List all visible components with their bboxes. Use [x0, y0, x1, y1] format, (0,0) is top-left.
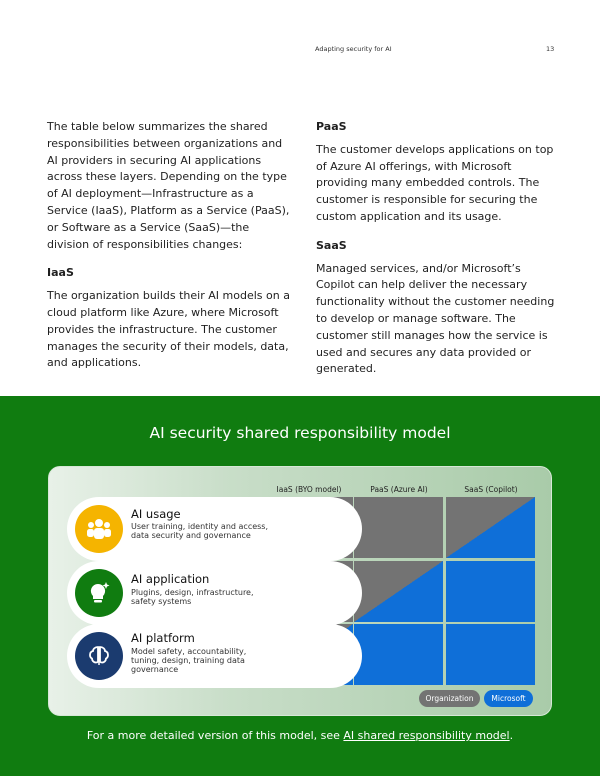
brain-icon: [75, 632, 123, 680]
paas-paragraph: The customer develops applications on top of Azure AI offerings, with Microsoft providing many embedded controls. The customer is responsible for securing the custom application and its usage.: [316, 142, 554, 223]
legend-microsoft: Microsoft: [484, 690, 533, 707]
column-header-saas: SaaS (Copilot): [464, 485, 518, 494]
header-title: Adapting security for AI: [315, 45, 392, 53]
row-title-ai-usage: AI usage: [131, 507, 181, 521]
iaas-heading: IaaS: [47, 266, 74, 280]
row-title-ai-application: AI application: [131, 572, 210, 586]
model-title: AI security shared responsibility model: [149, 424, 451, 442]
lightbulb-sparkle-icon: [75, 569, 123, 617]
cell-platform-saas: [446, 624, 535, 685]
intro-paragraph: The table below summarizes the shared responsibilities between organizations and AI providers in securing AI applications across these layers. Depending on the type of AI deployment—Infrastructure as a Service (IaaS), Platform as a Service (PaaS), or Software as a Service (SaaS)—the division of responsibilities changes:: [47, 120, 290, 251]
footer: [0, 729, 600, 742]
left-column: [47, 119, 292, 372]
page-number: 13: [546, 45, 555, 53]
cell-platform-paas: [354, 624, 443, 685]
row-subtitle-ai-usage: User training, identity and access, data security and governance: [131, 522, 269, 540]
right-column: [316, 119, 556, 378]
saas-paragraph: Managed services, and/or Microsoft’s Copilot can help deliver the necessary functionality without the customer needing to develop or manage software. The customer still manages how the service is used and secures any data provided or generated.: [316, 261, 555, 376]
column-header-paas: PaaS (Azure AI): [370, 485, 428, 494]
column-header-iaas: IaaS (BYO model): [276, 485, 342, 494]
cell-application-saas: [446, 561, 535, 622]
people-icon: [75, 505, 123, 553]
page-header: [0, 45, 600, 59]
iaas-paragraph: The organization builds their AI models on a cloud platform like Azure, where Microsoft provides the infrastructure. The customer manages the security of their models, data, and applications.: [47, 289, 290, 370]
paas-heading: PaaS: [316, 120, 347, 133]
cell-usage-saas: [446, 497, 535, 558]
row-title-ai-platform: AI platform: [131, 631, 195, 645]
cell-application-paas: [354, 561, 443, 622]
footer-text: For a more detailed version of this model, see: [86, 729, 344, 742]
row-subtitle-ai-application: Plugins, design, infrastructure, safety systems: [131, 588, 254, 606]
saas-heading: SaaS: [316, 238, 347, 252]
footer-suffix: .: [509, 729, 514, 742]
row-subtitle-ai-platform: Model safety, accountability, tuning, design, training data governance: [131, 647, 247, 674]
shared-responsibility-link[interactable]: AI shared responsibility model: [343, 729, 510, 742]
cell-usage-paas: [354, 497, 443, 558]
legend-organization: Organization: [419, 690, 480, 707]
